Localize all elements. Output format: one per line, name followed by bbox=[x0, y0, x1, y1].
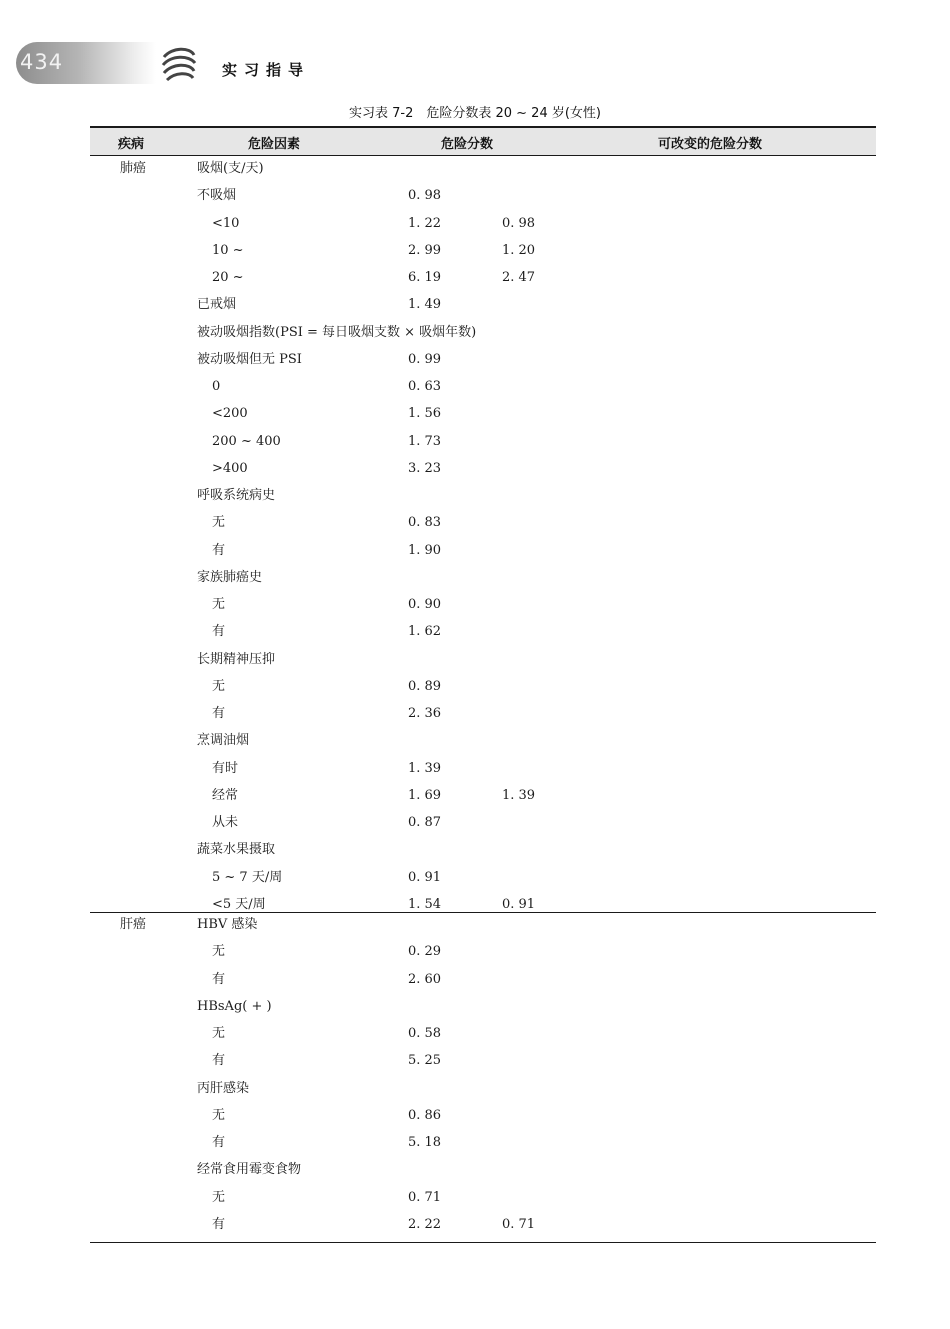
table-row bbox=[0, 570, 950, 596]
risk-factor-label: 已戒烟 bbox=[197, 297, 237, 313]
table-row bbox=[0, 1053, 950, 1079]
table-row bbox=[0, 352, 950, 378]
table-row bbox=[0, 188, 950, 214]
risk-factor-label: 烹调油烟 bbox=[197, 733, 250, 749]
table-row bbox=[0, 1026, 950, 1052]
modifiable-risk-score: 1. 39 bbox=[502, 787, 536, 803]
table-row bbox=[0, 1108, 950, 1134]
risk-score: 1. 62 bbox=[408, 624, 442, 640]
modifiable-risk-score: 2. 47 bbox=[502, 270, 536, 285]
risk-factor-label: HBV 感染 bbox=[197, 917, 258, 932]
risk-factor-label: 被动吸烟指数(PSI = 每日吸烟支数 × 吸烟年数) bbox=[197, 324, 477, 340]
group-separator-rule bbox=[90, 912, 876, 913]
risk-factor-label: HBsAg( + ) bbox=[197, 998, 272, 1014]
risk-factor-level: 无 bbox=[212, 1026, 226, 1041]
table-row bbox=[0, 161, 950, 187]
table-row bbox=[0, 679, 950, 705]
table-row bbox=[0, 1190, 950, 1216]
risk-score: 2. 99 bbox=[408, 242, 442, 258]
risk-factor-level: 10 ~ bbox=[212, 242, 244, 258]
risk-factor-level: 有 bbox=[212, 624, 226, 640]
table-row bbox=[0, 461, 950, 487]
table-row bbox=[0, 624, 950, 650]
risk-factor-level: 无 bbox=[212, 597, 226, 612]
risk-factor-level: <5 天/周 bbox=[212, 896, 266, 912]
table-row bbox=[0, 243, 950, 269]
table-row bbox=[0, 1217, 950, 1243]
header-score: 危险分数 bbox=[441, 137, 494, 152]
risk-score: 1. 56 bbox=[408, 406, 442, 422]
table-row bbox=[0, 706, 950, 732]
risk-factor-level: 无 bbox=[212, 515, 226, 531]
table-row bbox=[0, 972, 950, 998]
risk-factor-level: 有 bbox=[212, 706, 226, 721]
risk-score: 3. 23 bbox=[408, 460, 442, 476]
risk-factor-label: 吸烟(支/天) bbox=[197, 161, 264, 176]
risk-factor-label: 长期精神压抑 bbox=[197, 651, 276, 667]
table-row bbox=[0, 815, 950, 841]
risk-factor-label: 呼吸系统病史 bbox=[197, 488, 276, 503]
section-title: 实习指导 bbox=[222, 61, 311, 79]
table-row bbox=[0, 597, 950, 623]
risk-score: 0. 63 bbox=[408, 379, 442, 394]
risk-score: 0. 29 bbox=[408, 944, 442, 960]
risk-score: 6. 19 bbox=[408, 270, 442, 285]
table-row bbox=[0, 1081, 950, 1107]
table-bottom-rule bbox=[90, 1242, 876, 1243]
risk-factor-level: 无 bbox=[212, 678, 226, 694]
table-row bbox=[0, 406, 950, 432]
risk-score: 1. 73 bbox=[408, 433, 442, 449]
disease-name: 肝癌 bbox=[120, 917, 147, 932]
table-row bbox=[0, 543, 950, 569]
risk-factor-level: 经常 bbox=[212, 787, 239, 803]
table-row bbox=[0, 733, 950, 759]
risk-score: 2. 22 bbox=[408, 1216, 442, 1232]
risk-factor-level: 200 ~ 400 bbox=[212, 433, 281, 449]
table-row bbox=[0, 488, 950, 514]
risk-factor-level: 无 bbox=[212, 944, 226, 960]
table-row bbox=[0, 870, 950, 896]
table-row bbox=[0, 379, 950, 405]
table-row bbox=[0, 999, 950, 1025]
table-row bbox=[0, 652, 950, 678]
risk-score: 1. 49 bbox=[408, 297, 442, 313]
modifiable-risk-score: 0. 91 bbox=[502, 896, 536, 912]
risk-factor-level: <10 bbox=[212, 215, 240, 231]
page-number: 434 bbox=[20, 50, 64, 74]
modifiable-risk-score: 0. 98 bbox=[502, 215, 536, 231]
disease-name: 肺癌 bbox=[120, 161, 147, 176]
risk-factor-level: 有 bbox=[212, 1135, 226, 1150]
risk-score: 2. 36 bbox=[408, 706, 442, 721]
risk-score: 0. 86 bbox=[408, 1107, 442, 1123]
table-row bbox=[0, 515, 950, 541]
risk-factor-level: 从未 bbox=[212, 815, 239, 830]
risk-factor-level: <200 bbox=[212, 406, 248, 422]
risk-factor-level: 20 ~ bbox=[212, 270, 244, 285]
risk-score: 0. 99 bbox=[408, 351, 442, 367]
table-row bbox=[0, 761, 950, 787]
risk-score: 1. 39 bbox=[408, 760, 442, 776]
risk-score: 0. 71 bbox=[408, 1189, 442, 1205]
risk-factor-level: 有 bbox=[212, 542, 226, 558]
risk-score: 1. 22 bbox=[408, 215, 442, 231]
risk-factor-level: 0 bbox=[212, 379, 221, 394]
risk-factor-level: 无 bbox=[212, 1107, 226, 1123]
table-row bbox=[0, 216, 950, 242]
table-row bbox=[0, 1162, 950, 1188]
risk-score: 2. 60 bbox=[408, 971, 442, 987]
header-factor: 危险因素 bbox=[248, 137, 301, 152]
risk-score: 0. 58 bbox=[408, 1026, 442, 1041]
table-row bbox=[0, 270, 950, 296]
risk-score: 1. 90 bbox=[408, 542, 442, 558]
risk-factor-label: 经常食用霉变食物 bbox=[197, 1162, 302, 1178]
header-modifiable: 可改变的危险分数 bbox=[658, 137, 763, 152]
risk-factor-level: 5 ~ 7 天/周 bbox=[212, 869, 283, 885]
risk-score: 5. 18 bbox=[408, 1135, 442, 1150]
risk-factor-label: 不吸烟 bbox=[197, 188, 237, 204]
risk-factor-level: 有时 bbox=[212, 760, 239, 776]
header-disease: 疾病 bbox=[118, 137, 145, 152]
risk-factor-label: 丙肝感染 bbox=[197, 1080, 250, 1096]
table-row bbox=[0, 788, 950, 814]
table-row bbox=[0, 842, 950, 868]
risk-factor-level: 有 bbox=[212, 1216, 226, 1232]
risk-score: 0. 87 bbox=[408, 815, 442, 830]
table-row bbox=[0, 917, 950, 943]
risk-factor-label: 被动吸烟但无 PSI bbox=[197, 351, 302, 367]
risk-factor-level: 有 bbox=[212, 971, 226, 987]
table-caption: 实习表 7-2 危险分数表 20 ~ 24 岁(女性) bbox=[348, 106, 601, 121]
book-logo-icon bbox=[158, 44, 200, 86]
risk-score: 0. 91 bbox=[408, 869, 442, 885]
risk-score: 0. 98 bbox=[408, 188, 442, 204]
risk-factor-level: >400 bbox=[212, 460, 248, 476]
risk-score: 0. 90 bbox=[408, 597, 442, 612]
table-row bbox=[0, 297, 950, 323]
risk-score: 0. 89 bbox=[408, 678, 442, 694]
table-row bbox=[0, 434, 950, 460]
risk-factor-label: 家族肺癌史 bbox=[197, 569, 263, 585]
modifiable-risk-score: 1. 20 bbox=[502, 242, 536, 258]
risk-factor-level: 有 bbox=[212, 1053, 226, 1069]
risk-factor-label: 蔬菜水果摄取 bbox=[197, 842, 276, 858]
table-row bbox=[0, 1135, 950, 1161]
table-header-rule bbox=[90, 155, 876, 156]
table-row bbox=[0, 944, 950, 970]
risk-score: 1. 69 bbox=[408, 787, 442, 803]
risk-score: 1. 54 bbox=[408, 896, 442, 912]
risk-score: 5. 25 bbox=[408, 1053, 442, 1069]
table-row bbox=[0, 325, 950, 351]
risk-factor-level: 无 bbox=[212, 1189, 226, 1205]
risk-score: 0. 83 bbox=[408, 515, 442, 531]
modifiable-risk-score: 0. 71 bbox=[502, 1216, 536, 1232]
